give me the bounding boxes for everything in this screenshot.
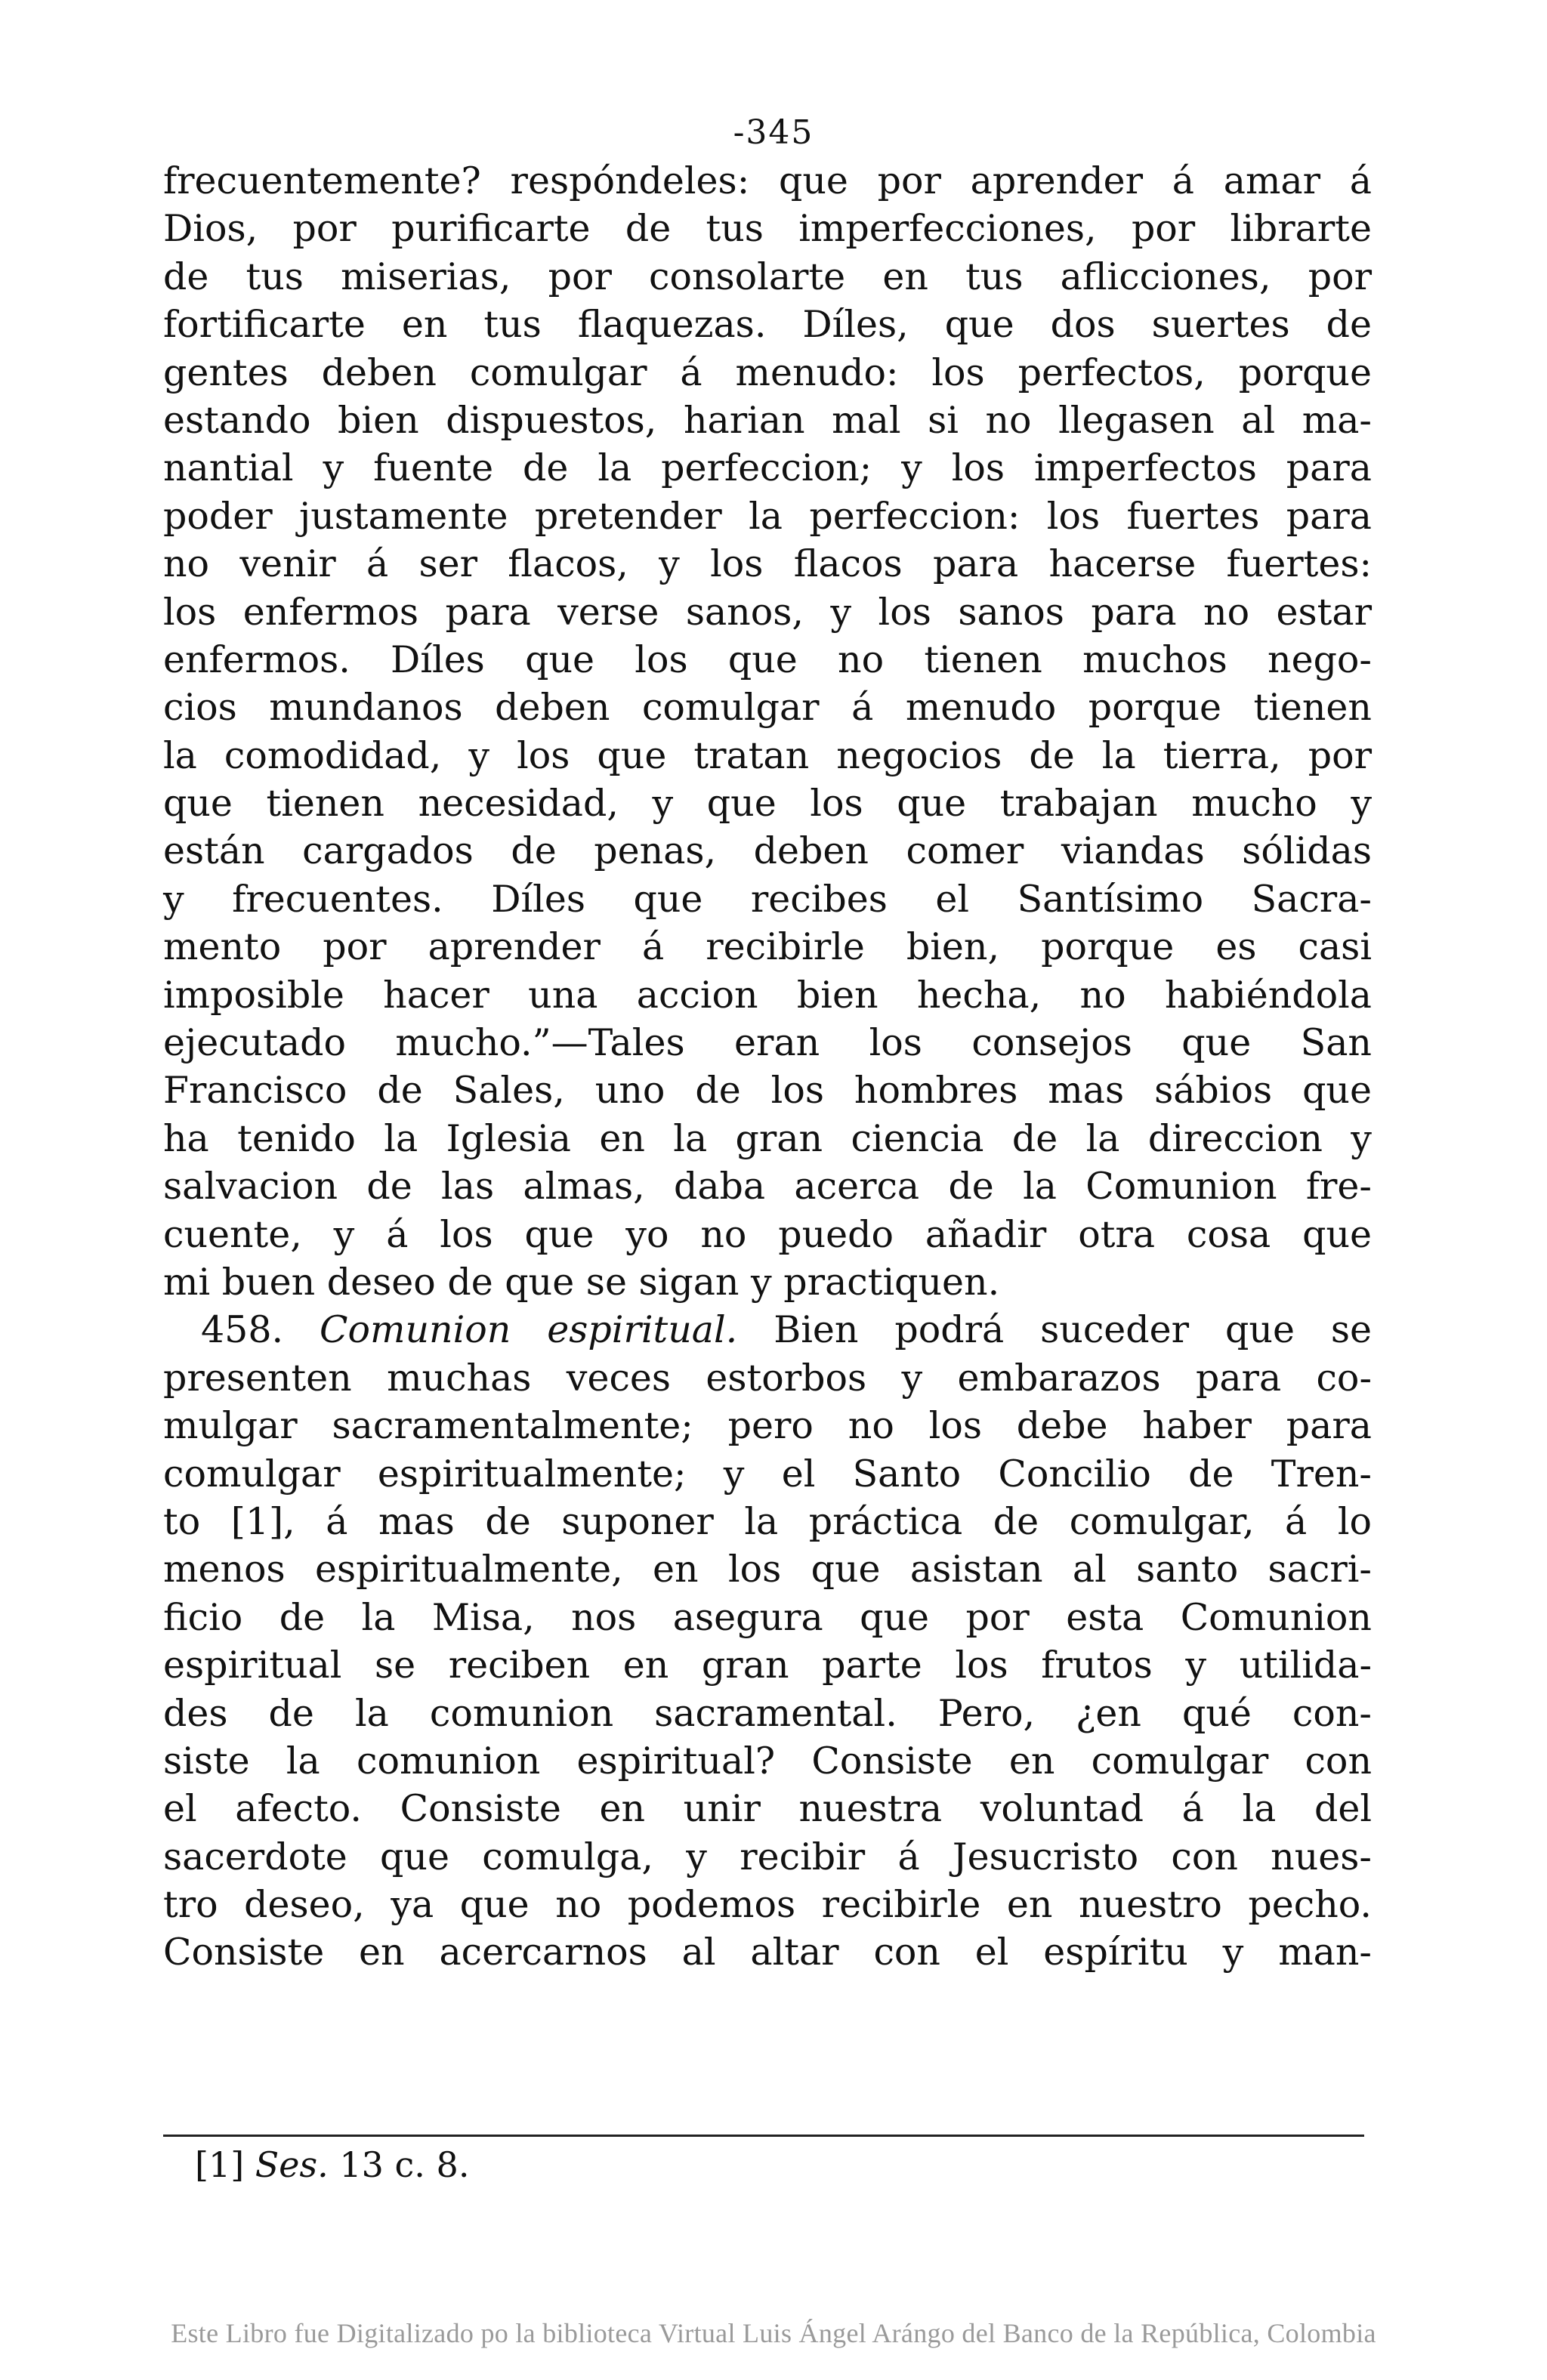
text-line: estando bien dispuestos, harian mal si no llegasen al ma- [163, 398, 1372, 442]
page-number: -345 [733, 113, 814, 152]
text-line: cuente, y á los que yo no puedo añadir otra cosa que [163, 1212, 1372, 1256]
text-line: menos espiritualmente, en los que asistan al santo sacri- [163, 1548, 1372, 1591]
text-line: y frecuentes. Díles que recibes el Santísimo Sacra- [163, 877, 1372, 921]
text-line: Francisco de Sales, uno de los hombres mas sábios que [163, 1069, 1372, 1113]
text-line: tro deseo, ya que no podemos recibirle en nuestro pecho. [163, 1883, 1372, 1927]
text-line: comulgar espiritualmente; y el Santo Concilio de Tren- [163, 1452, 1372, 1496]
section-number: 458. [201, 1308, 284, 1352]
text-line: frecuentemente? respóndeles: que por aprender á amar á [163, 159, 1372, 202]
text-line: sacerdote que comulga, y recibir á Jesucristo con nues- [163, 1835, 1372, 1878]
digitization-credit: Este Libro fue Digitalizado po la biblioteca Virtual Luis Ángel Arángo del Banco de la República, Colombia [171, 2318, 1376, 2348]
text-line: Dios, por purificarte de tus imperfecciones, por librarte [163, 207, 1372, 251]
text-line: fortificarte en tus flaquezas. Díles, que dos suertes de [163, 303, 1372, 347]
text-line: salvacion de las almas, daba acerca de la Comunion fre- [163, 1165, 1372, 1209]
footnote-reference: Ses. [255, 2144, 329, 2185]
text-line: siste la comunion espiritual? Consiste en comulgar con [163, 1739, 1372, 1783]
text-line: están cargados de penas, deben comer viandas sólidas [163, 829, 1372, 873]
text-line: mento por aprender á recibirle bien, porque es casi [163, 925, 1372, 969]
section-heading: Comunion espiritual. [320, 1308, 738, 1352]
text-line: ficio de la Misa, nos asegura que por esta Comunion [163, 1595, 1372, 1639]
text-line: poder justamente pretender la perfeccion: los fuertes para [163, 494, 1372, 538]
text-line: Consiste en acercarnos al altar con el espíritu y man- [163, 1931, 1372, 1974]
section-first-line [163, 1306, 1372, 1354]
text-line: imposible hacer una accion bien hecha, no habiéndola [163, 973, 1372, 1017]
text-line: no venir á ser flacos, y los flacos para hacerse fuertes: [163, 542, 1372, 586]
text-line: los enfermos para verse sanos, y los sanos para no estar [163, 590, 1372, 634]
text-line: enfermos. Díles que los que no tienen muchos nego- [163, 637, 1372, 681]
text-line: to [1], á mas de suponer la práctica de comulgar, á lo [163, 1499, 1372, 1543]
text-line: gentes deben comulgar á menudo: los perfectos, porque [163, 350, 1372, 394]
footnote-divider [163, 2135, 1364, 2137]
text-line: de tus miserias, por consolarte en tus aflicciones, por [163, 255, 1372, 298]
text-line: mi buen deseo de que se sigan y practiquen. [163, 1260, 1000, 1304]
footnote [195, 2142, 469, 2187]
footnote-reference-detail: 13 c. 8. [339, 2144, 470, 2185]
text-line: nantial y fuente de la perfeccion; y los imperfectos para [163, 446, 1372, 490]
text-line: espiritual se reciben en gran parte los frutos y utilida- [163, 1644, 1372, 1687]
text-line: la comodidad, y los que tratan negocios de la tierra, por [163, 733, 1372, 777]
text-line: presenten muchas veces estorbos y embarazos para co- [163, 1356, 1372, 1400]
text-line: des de la comunion sacramental. Pero, ¿en qué con- [163, 1691, 1372, 1735]
text-line: mulgar sacramentalmente; pero no los debe haber para [163, 1404, 1372, 1448]
section-first-line-text: Bien podrá suceder que se [774, 1308, 1373, 1352]
text-line: que tienen necesidad, y que los que trabajan mucho y [163, 782, 1372, 826]
text-line: ha tenido la Iglesia en la gran ciencia de la direccion y [163, 1116, 1372, 1160]
text-line: ejecutado mucho.”—Tales eran los consejos que San [163, 1021, 1372, 1065]
text-line: cios mundanos deben comulgar á menudo porque tienen [163, 686, 1372, 730]
text-line: el afecto. Consiste en unir nuestra voluntad á la del [163, 1787, 1372, 1831]
body-text [163, 157, 1372, 1977]
footnote-marker: [1] [195, 2144, 245, 2185]
